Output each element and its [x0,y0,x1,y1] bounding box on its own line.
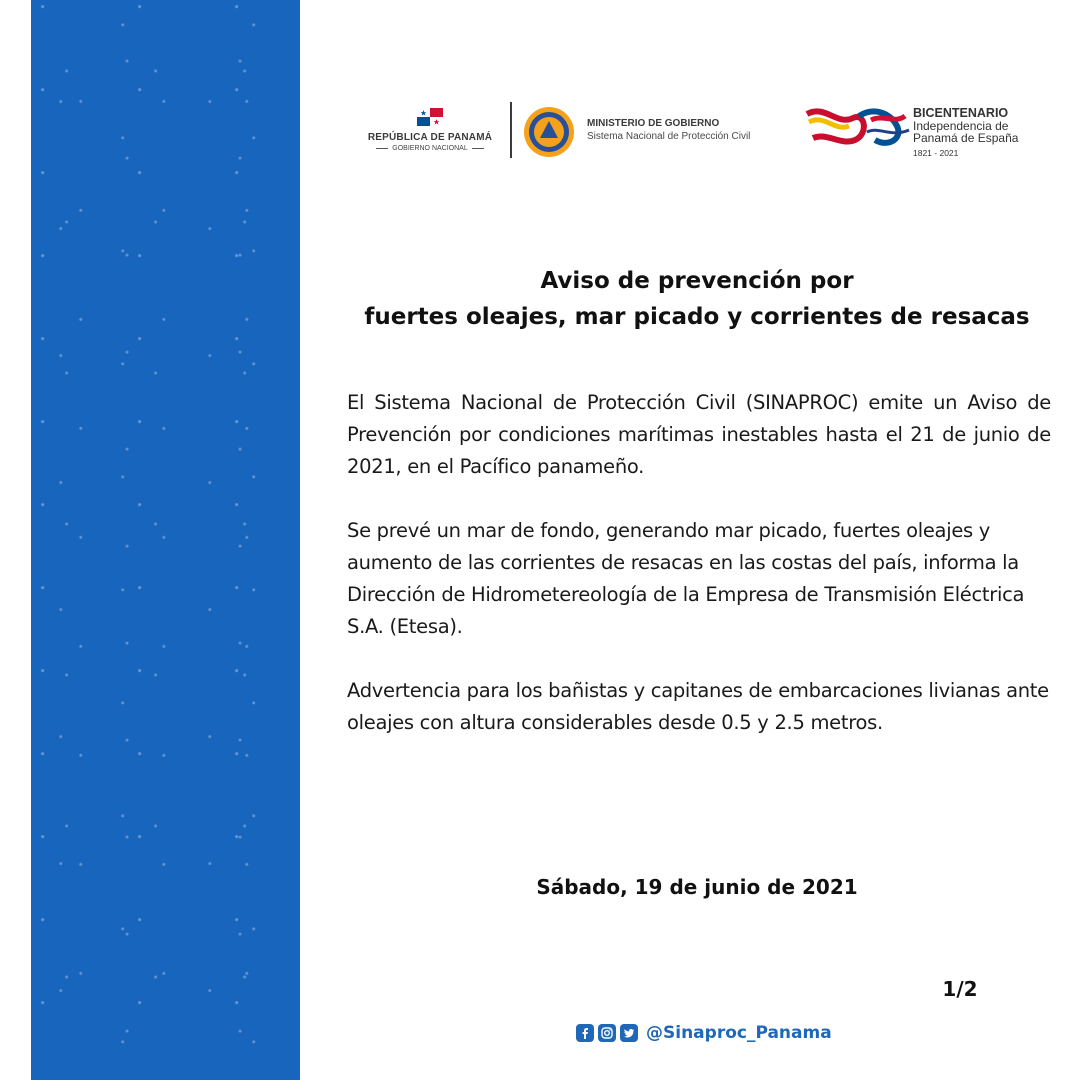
ministry-subtitle: Sistema Nacional de Protección Civil [587,131,751,142]
social-handle[interactable]: @Sinaproc_Panama [646,1023,832,1043]
bicentenario-line-2: Panamá de España [913,131,1019,145]
notice-paragraph-3: Advertencia para los bañistas y capitanes de embarcaciones livianas ante oleajes con altura considerables desde 0.5 y 2.5 metros. [347,679,1049,734]
instagram-icon[interactable] [598,1024,616,1042]
sinaproc-seal-icon [523,106,575,158]
notice-title [347,263,1047,335]
gov-logo-subtitle: GOBIERNO NACIONAL [392,145,468,152]
bicentenario-years: 1821 - 2021 [913,148,959,158]
gov-logo-title: REPÚBLICA DE PANAMÁ [367,132,493,143]
bicentenario-ribbon-icon [805,104,913,150]
panama-flag-icon [417,108,443,126]
bicentenario-logo [805,100,1050,166]
facebook-icon[interactable] [576,1024,594,1042]
bicentenario-title: BICENTENARIO [913,106,1009,120]
bicentenario-line-1: Independencia de [913,119,1009,133]
ministry-title: MINISTERIO DE GOBIERNO [587,118,720,129]
ministry-logo-text [587,118,750,142]
notice-title-line-2: fuertes oleajes, mar picado y corrientes de resacas [364,304,1030,331]
page-number: 1/2 [942,977,978,1001]
social-footer [576,1023,832,1043]
header-logos [360,100,1050,170]
logo-divider [510,102,512,158]
notice-date: Sábado, 19 de junio de 2021 [536,875,858,899]
notice-paragraph-1: El Sistema Nacional de Protección Civil (SINAPROC) emite un Aviso de Prevención por condiciones marítimas inestables hasta el 21 de junio de 2021, en el Pacífico panameño. [347,391,1051,478]
decorative-blue-strip [31,0,300,1080]
gobierno-nacional-logo [360,108,500,152]
twitter-icon[interactable] [620,1024,638,1042]
notice-title-line-1: Aviso de prevención por [540,268,854,295]
notice-paragraph-2: Se prevé un mar de fondo, generando mar picado, fuertes oleajes y aumento de las corrientes de resacas en las costas del país, informa la Dirección de Hidrometereología de la Empresa de Transmisión Eléctrica S.A. (Etesa). [347,519,1025,638]
